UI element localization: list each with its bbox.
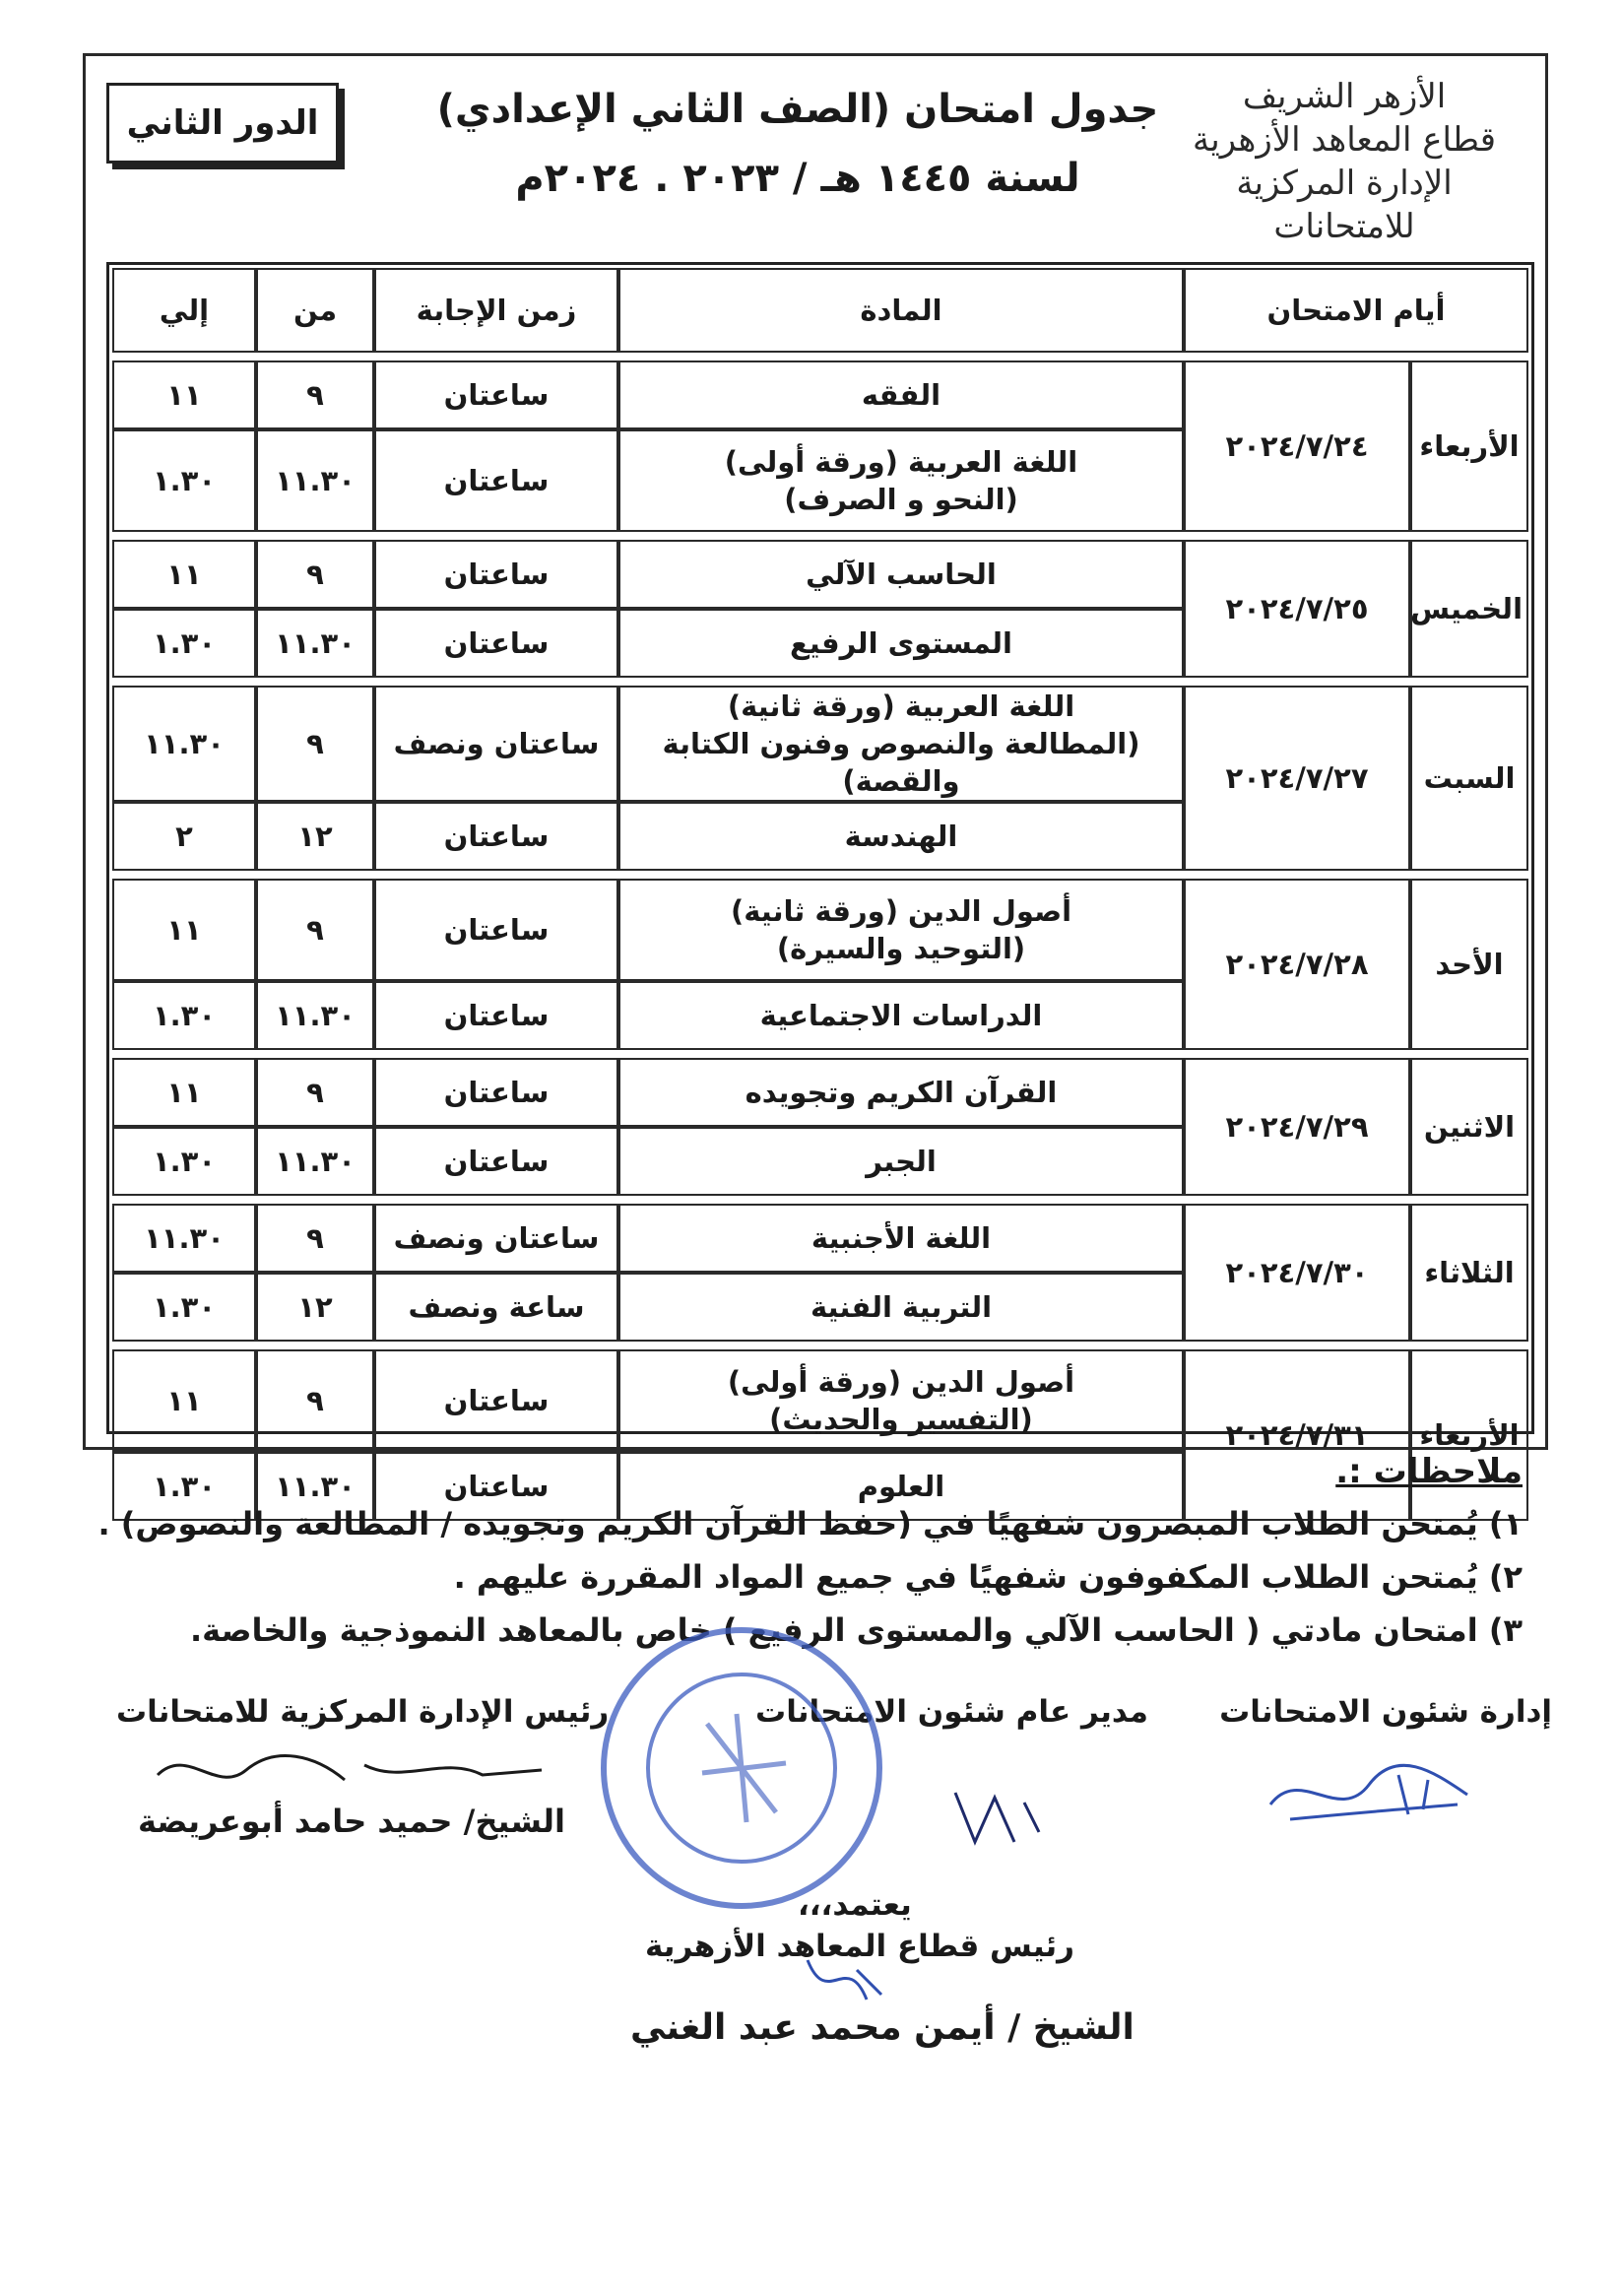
- table-body: [112, 353, 1528, 1521]
- to-cell: ٢: [112, 802, 256, 871]
- note-item-3: ٣) امتحان مادتي ( الحاسب الآلي والمستوى الرفيع ) خاص بالمعاهد النموذجية والخاصة.: [190, 1611, 1523, 1649]
- subject-line: التربية الفنية: [810, 1290, 993, 1324]
- note-item-1: ١) يُمتحن الطلاب المبصرون شفهيًا في (حفظ القرآن الكريم وتجويده / المطالعة والنصوص) .: [97, 1505, 1523, 1542]
- subject-cell: [618, 429, 1184, 532]
- from-cell: ٩: [256, 686, 374, 802]
- subject-line: المستوى الرفيع: [790, 626, 1012, 660]
- notes-title: ملاحظات :.: [1335, 1452, 1523, 1491]
- subject-line: أصول الدين (ورقة أولى): [727, 1365, 1075, 1399]
- spacer-cell: [112, 871, 1528, 879]
- org-line-3: الإدارة المركزية للامتحانات: [1236, 164, 1453, 246]
- subject-line: اللغة العربية (ورقة أولى): [724, 445, 1078, 479]
- from-cell: ٩: [256, 1058, 374, 1127]
- to-cell: ١.٣٠: [112, 1127, 256, 1196]
- subject-line: (التفسير والحديث): [769, 1403, 1033, 1436]
- duration-cell: ساعتان: [374, 1127, 618, 1196]
- sector-head-signature: [788, 1940, 906, 2019]
- day-cell: الأحد: [1410, 879, 1528, 1050]
- from-cell: ١١.٣٠: [256, 1452, 374, 1521]
- duration-cell: ساعتان: [374, 429, 618, 532]
- from-cell: ١١.٣٠: [256, 429, 374, 532]
- subject-cell: [618, 686, 1184, 802]
- date-cell: ٢٠٢٤/٧/٢٤: [1184, 361, 1410, 532]
- table-row: [112, 686, 1528, 802]
- exam-schedule-table: [112, 268, 1528, 1521]
- duration-cell: ساعتان ونصف: [374, 686, 618, 802]
- to-cell: ١١.٣٠: [112, 1204, 256, 1273]
- from-cell: ٩: [256, 361, 374, 429]
- document-title: جدول امتحان (الصف الثاني الإعدادي): [436, 87, 1159, 132]
- subject-cell: [618, 361, 1184, 429]
- day-cell: الثلاثاء: [1410, 1204, 1528, 1342]
- subject-line: اللغة الأجنبية: [810, 1221, 992, 1255]
- spacer-cell: [112, 1196, 1528, 1204]
- to-cell: ١١: [112, 879, 256, 981]
- subject-line: أصول الدين (ورقة ثانية): [730, 894, 1072, 928]
- organization-header: [1172, 75, 1517, 248]
- table-row: [112, 1058, 1528, 1127]
- subject-cell: [618, 1273, 1184, 1342]
- org-line-1: الأزهر الشريف: [1242, 77, 1447, 116]
- spacer-cell: [112, 678, 1528, 686]
- date-cell: ٢٠٢٤/٧/٣٠: [1184, 1204, 1410, 1342]
- day-cell: الخميس: [1410, 540, 1528, 678]
- duration-cell: ساعتان: [374, 981, 618, 1050]
- sector-head-name: الشيخ / أيمن محمد عبد الغني: [630, 2007, 1135, 2048]
- to-cell: ١١: [112, 1058, 256, 1127]
- subject-line: العلوم: [857, 1470, 945, 1503]
- central-head-signature: [148, 1736, 561, 1804]
- duration-cell: ساعتان: [374, 540, 618, 609]
- table-header-row: [112, 268, 1528, 353]
- subject-line: الحاسب الآلي: [806, 558, 997, 591]
- from-cell: ٩: [256, 1349, 374, 1452]
- day-cell: السبت: [1410, 686, 1528, 871]
- to-cell: ١.٣٠: [112, 981, 256, 1050]
- subject-cell: [618, 1349, 1184, 1452]
- subject-cell: [618, 802, 1184, 871]
- exam-round-box: [106, 83, 339, 164]
- from-cell: ٩: [256, 540, 374, 609]
- from-cell: ١١.٣٠: [256, 609, 374, 678]
- subject-line: الهندسة: [844, 820, 958, 853]
- to-cell: ١١: [112, 361, 256, 429]
- header-duration: زمن الإجابة: [374, 268, 618, 353]
- exams-admin-signature: [1251, 1745, 1487, 1854]
- signature-central-head-name: الشيخ/ حميد حامد أبوعريضة: [138, 1803, 565, 1840]
- group-spacer: [112, 871, 1528, 879]
- from-cell: ١٢: [256, 1273, 374, 1342]
- date-cell: ٢٠٢٤/٧/٢٧: [1184, 686, 1410, 871]
- from-cell: ١١.٣٠: [256, 981, 374, 1050]
- subject-cell: [618, 879, 1184, 981]
- from-cell: ١٢: [256, 802, 374, 871]
- to-cell: ١.٣٠: [112, 1273, 256, 1342]
- spacer-cell: [112, 532, 1528, 540]
- spacer-cell: [112, 1050, 1528, 1058]
- subject-line: (المطالعة والنصوص وفنون الكتابة والقصة): [662, 727, 1140, 798]
- spacer-cell: [112, 353, 1528, 361]
- signature-exams-admin: إدارة شئون الامتحانات: [1219, 1694, 1552, 1730]
- group-spacer: [112, 1196, 1528, 1204]
- date-cell: ٢٠٢٤/٧/٣١: [1184, 1349, 1410, 1521]
- duration-cell: ساعتان: [374, 1058, 618, 1127]
- group-spacer: [112, 532, 1528, 540]
- to-cell: ١.٣٠: [112, 609, 256, 678]
- to-cell: ١١: [112, 540, 256, 609]
- group-spacer: [112, 1342, 1528, 1349]
- subject-line: الجبر: [866, 1145, 937, 1178]
- table-row: [112, 540, 1528, 609]
- duration-cell: ساعتان: [374, 802, 618, 871]
- date-cell: ٢٠٢٤/٧/٢٥: [1184, 540, 1410, 678]
- header-subject: المادة: [618, 268, 1184, 353]
- subject-cell: [618, 1058, 1184, 1127]
- subject-cell: [618, 1127, 1184, 1196]
- duration-cell: ساعتان: [374, 361, 618, 429]
- duration-cell: ساعتان: [374, 1452, 618, 1521]
- subject-line: الفقه: [861, 378, 941, 412]
- to-cell: ١١: [112, 1349, 256, 1452]
- note-item-2: ٢) يُمتحن الطلاب المكفوفون شفهيًا في جميع المواد المقررة عليهم .: [453, 1558, 1523, 1596]
- duration-cell: ساعتان ونصف: [374, 1204, 618, 1273]
- signature-general-manager: مدير عام شئون الامتحانات: [755, 1694, 1148, 1730]
- table-row: [112, 1349, 1528, 1452]
- group-spacer: [112, 353, 1528, 361]
- header-from: من: [256, 268, 374, 353]
- table-row: [112, 879, 1528, 981]
- subject-line: (النحو و الصرف): [784, 483, 1018, 516]
- date-cell: ٢٠٢٤/٧/٢٨: [1184, 879, 1410, 1050]
- subject-cell: [618, 981, 1184, 1050]
- subject-cell: [618, 1204, 1184, 1273]
- subject-cell: [618, 540, 1184, 609]
- duration-cell: ساعة ونصف: [374, 1273, 618, 1342]
- duration-cell: ساعتان: [374, 609, 618, 678]
- from-cell: ٩: [256, 1204, 374, 1273]
- table-row: [112, 361, 1528, 429]
- header-days: أيام الامتحان: [1184, 268, 1528, 353]
- group-spacer: [112, 678, 1528, 686]
- day-cell: الأربعاء: [1410, 1349, 1528, 1521]
- duration-cell: ساعتان: [374, 1349, 618, 1452]
- date-cell: ٢٠٢٤/٧/٢٩: [1184, 1058, 1410, 1196]
- group-spacer: [112, 1050, 1528, 1058]
- official-stamp-icon: [589, 1615, 894, 1921]
- signature-central-head: رئيس الإدارة المركزية للامتحانات: [116, 1694, 610, 1730]
- from-cell: ١١.٣٠: [256, 1127, 374, 1196]
- approval-label: يعتمد،،،: [798, 1887, 912, 1923]
- subject-cell: [618, 609, 1184, 678]
- header-to: إلي: [112, 268, 256, 353]
- subject-line: القرآن الكريم وتجويده: [745, 1076, 1058, 1109]
- subject-line: الدراسات الاجتماعية: [759, 999, 1043, 1032]
- spacer-cell: [112, 1342, 1528, 1349]
- org-line-2: قطاع المعاهد الأزهرية: [1192, 120, 1497, 160]
- sector-head-title: رئيس قطاع المعاهد الأزهرية: [645, 1929, 1075, 1964]
- to-cell: ١١.٣٠: [112, 686, 256, 802]
- general-manager-signature: [945, 1773, 1064, 1852]
- document-year: لسنة ١٤٤٥ هـ / ٢٠٢٣ . ٢٠٢٤م: [515, 156, 1080, 201]
- subject-line: اللغة العربية (ورقة ثانية): [727, 689, 1075, 723]
- table-row: [112, 1204, 1528, 1273]
- day-cell: الأربعاء: [1410, 361, 1528, 532]
- subject-line: (التوحيد والسيرة): [776, 932, 1026, 965]
- duration-cell: ساعتان: [374, 879, 618, 981]
- exam-round-label: الدور الثاني: [126, 103, 319, 143]
- to-cell: ١.٣٠: [112, 429, 256, 532]
- from-cell: ٩: [256, 879, 374, 981]
- to-cell: ١.٣٠: [112, 1452, 256, 1521]
- day-cell: الاثنين: [1410, 1058, 1528, 1196]
